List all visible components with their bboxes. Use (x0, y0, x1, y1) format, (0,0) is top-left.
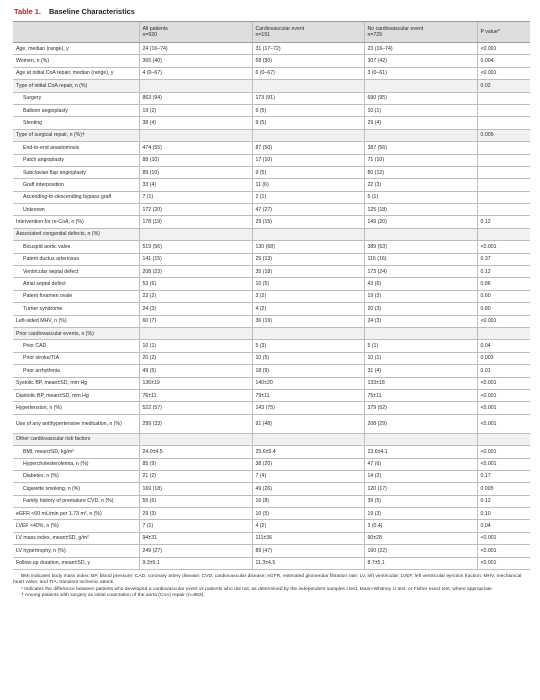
table-row (13, 216, 530, 228)
row-label: Patent foramen ovale (13, 290, 139, 302)
p-value-cell (477, 433, 530, 445)
table-row (13, 545, 530, 557)
row-label: Graft interposition (13, 179, 139, 191)
value-cell: 140±20 (252, 377, 364, 389)
table-row (13, 179, 530, 191)
p-value-cell: 0.005 (477, 483, 530, 495)
value-cell: 76±11 (139, 389, 252, 401)
value-cell: 23.6±4.1 (364, 446, 477, 458)
value-cell: 43 (6) (364, 278, 477, 290)
value-cell: 379 (52) (364, 402, 477, 414)
table-header (13, 22, 530, 43)
value-cell (364, 327, 477, 339)
table-row (13, 43, 530, 55)
value-cell: 39 (5) (364, 495, 477, 507)
value-cell: 9.3±5.1 (139, 557, 252, 569)
p-value-cell (477, 166, 530, 178)
p-value-cell (477, 204, 530, 216)
value-cell: 94±31 (139, 532, 252, 544)
row-label: Hypertension, n (%) (13, 402, 139, 414)
p-value-cell: <0.001 (477, 402, 530, 414)
p-value-cell: 0.004 (477, 55, 530, 67)
value-cell: 3 (2) (252, 290, 364, 302)
value-cell: 29 (4) (364, 117, 477, 129)
value-cell: 24 (3) (139, 303, 252, 315)
table-row (13, 483, 530, 495)
section-row (13, 80, 530, 92)
table-row (13, 154, 530, 166)
value-cell: 35 (18) (252, 266, 364, 278)
p-value-cell (477, 228, 530, 240)
value-cell: 10 (1) (139, 340, 252, 352)
p-value-cell: <0.001 (477, 67, 530, 79)
footnote: * Indicates the difference between patients who developed a cardiovascular event vs patients who did not, as determined by the independent samples t test, Mann-Whitney U test, or Fisher exact test, where appropriate. (21, 586, 494, 592)
value-cell: 16 (8) (252, 495, 364, 507)
p-value-cell: 0.005 (477, 129, 530, 141)
value-cell: 14 (2) (364, 470, 477, 482)
row-label: LV mass index, mean±SD, g/m² (13, 532, 139, 544)
value-cell: 133±18 (364, 377, 477, 389)
row-label: Prior stroke/TIA (13, 352, 139, 364)
value-cell: 8.7±5.1 (364, 557, 477, 569)
value-cell: 208 (23) (139, 266, 252, 278)
value-cell: 10 (1) (364, 352, 477, 364)
p-value-cell (477, 191, 530, 203)
table-row (13, 166, 530, 178)
value-cell: 387 (56) (364, 142, 477, 154)
value-cell: 2 (1) (252, 191, 364, 203)
value-cell: 21 (2) (139, 470, 252, 482)
table-row (13, 92, 530, 104)
value-cell (364, 228, 477, 240)
value-cell: 85 (9) (139, 458, 252, 470)
table-row (13, 266, 530, 278)
value-cell (139, 129, 252, 141)
value-cell: 31 (4) (364, 365, 477, 377)
value-cell: 38 (4) (139, 117, 252, 129)
section-row (13, 327, 530, 339)
table-body (13, 43, 530, 570)
table-row (13, 365, 530, 377)
table-row (13, 290, 530, 302)
p-value-cell: 0.80 (477, 303, 530, 315)
value-cell: 29 (15) (252, 216, 364, 228)
value-cell: 3 (0–61) (364, 67, 477, 79)
p-value-cell: <0.001 (477, 377, 530, 389)
value-cell: 18 (9) (252, 365, 364, 377)
baseline-characteristics-table (13, 21, 530, 570)
row-label: Ascending-to-descending bypass graft (13, 191, 139, 203)
value-cell: 3 (0.4) (364, 520, 477, 532)
row-label: Associated congenital defects, n (%) (13, 228, 139, 240)
p-value-cell: <0.001 (477, 43, 530, 55)
row-label: BMI, mean±SD, kg/m² (13, 446, 139, 458)
value-cell: 474 (55) (139, 142, 252, 154)
row-label: Bicuspid aortic valve (13, 241, 139, 253)
value-cell: 4 (2) (252, 303, 364, 315)
value-cell: 111±36 (252, 532, 364, 544)
row-label: Ventricular septal defect (13, 266, 139, 278)
row-label: Other cardiovascular risk factors (13, 433, 139, 445)
value-cell: 89 (10) (139, 166, 252, 178)
value-cell: 149 (20) (364, 216, 477, 228)
value-cell: 178 (19) (139, 216, 252, 228)
value-cell (252, 129, 364, 141)
abbreviations-footnote: BMI indicates body mass index; BP, blood pressure; CAD, coronary artery disease; CVD, cardiovascular disease; eGFR, estimated glomerular filtration rate; LV, left ventricular; LVEF, left ventricular ejection fraction; MHV, mechanical heart valve; and TIA, transient ischemic attack. (13, 574, 522, 586)
table-row (13, 142, 530, 154)
row-label: Cigarette smoking, n (%) (13, 483, 139, 495)
value-cell (139, 433, 252, 445)
table-row (13, 340, 530, 352)
value-cell: 90±28 (364, 532, 477, 544)
row-label: Age, median (range), y (13, 43, 139, 55)
p-value-cell: <0.001 (477, 241, 530, 253)
value-cell: 173 (24) (364, 266, 477, 278)
p-value-cell: 0.86 (477, 278, 530, 290)
header-cell-4: P value* (477, 22, 530, 43)
row-label: Patent ductus arteriosus (13, 253, 139, 265)
value-cell (364, 433, 477, 445)
value-cell: 24.0±4.5 (139, 446, 252, 458)
row-label: Stenting (13, 117, 139, 129)
value-cell: 7 (4) (252, 470, 364, 482)
table-row (13, 377, 530, 389)
p-value-cell (477, 327, 530, 339)
p-value-cell: <0.001 (477, 315, 530, 327)
value-cell: 6 (0–67) (252, 67, 364, 79)
p-value-cell: 0.17 (477, 470, 530, 482)
value-cell: 20 (3) (364, 303, 477, 315)
value-cell: 249 (27) (139, 545, 252, 557)
value-cell: 36 (19) (252, 315, 364, 327)
p-value-cell: 0.003 (477, 352, 530, 364)
header-cell-label (13, 22, 139, 43)
p-value-cell: <0.001 (477, 446, 530, 458)
value-cell (364, 129, 477, 141)
value-cell: 141 (15) (139, 253, 252, 265)
p-value-cell (477, 117, 530, 129)
header-row (13, 22, 530, 43)
value-cell: 17 (10) (252, 154, 364, 166)
p-value-cell: <0.001 (477, 545, 530, 557)
row-label: Atrial septal defect (13, 278, 139, 290)
table-row (13, 315, 530, 327)
row-label: Type of initial CoA repair, n (%) (13, 80, 139, 92)
row-label: Left-sided MHV, n (%) (13, 315, 139, 327)
value-cell (252, 433, 364, 445)
value-cell: 22 (2) (139, 290, 252, 302)
value-cell: 365 (40) (139, 55, 252, 67)
value-cell: 5 (3) (252, 340, 364, 352)
value-cell (252, 80, 364, 92)
row-label: Patch angioplasty (13, 154, 139, 166)
value-cell: 19 (2) (139, 104, 252, 116)
p-value-cell (477, 104, 530, 116)
table-row (13, 508, 530, 520)
row-label: Balloon angioplasty (13, 104, 139, 116)
value-cell (252, 327, 364, 339)
table-row (13, 352, 530, 364)
row-label: Intervention for re-CoA, n (%) (13, 216, 139, 228)
table-title (14, 7, 530, 17)
row-label: Prior arrhythmia (13, 365, 139, 377)
value-cell: 160 (22) (364, 545, 477, 557)
table-row (13, 520, 530, 532)
p-value-cell: <0.001 (477, 557, 530, 569)
p-value-cell: 0.12 (477, 266, 530, 278)
row-label: eGFR <60 mL/min per 1.73 m², n (%) (13, 508, 139, 520)
p-value-cell: 0.04 (477, 340, 530, 352)
row-label: Age at initial CoA repair, median (range), y (13, 67, 139, 79)
value-cell: 389 (53) (364, 241, 477, 253)
value-cell: 9 (5) (252, 117, 364, 129)
table-row (13, 204, 530, 216)
p-value-cell (477, 154, 530, 166)
p-value-cell: 0.02 (477, 80, 530, 92)
value-cell: 87 (50) (252, 142, 364, 154)
value-cell: 11 (6) (252, 179, 364, 191)
row-label: Surgery (13, 92, 139, 104)
row-label: Subclavian flap angioplasty (13, 166, 139, 178)
header-cell-2: Cardiovascular event n=191 (252, 22, 364, 43)
value-cell: 33 (4) (139, 179, 252, 191)
table-row (13, 532, 530, 544)
value-cell: 25 (13) (252, 253, 364, 265)
header-cell-3: No cardiovascular event n=729 (364, 22, 477, 43)
table-title-text: Baseline Characteristics (49, 7, 135, 16)
value-cell: 522 (57) (139, 402, 252, 414)
value-cell: 80 (12) (364, 166, 477, 178)
table-row (13, 458, 530, 470)
value-cell (139, 228, 252, 240)
table-row (13, 402, 530, 414)
value-cell: 307 (42) (364, 55, 477, 67)
value-cell: 9 (5) (252, 166, 364, 178)
value-cell: 55 (6) (139, 495, 252, 507)
section-row (13, 433, 530, 445)
row-label: LV hypertrophy, n (%) (13, 545, 139, 557)
table-row (13, 117, 530, 129)
p-value-cell: <0.001 (477, 532, 530, 544)
value-cell: 5 (1) (364, 340, 477, 352)
value-cell: 31 (17–72) (252, 43, 364, 55)
row-label: Diabetes, n (%) (13, 470, 139, 482)
table-row (13, 303, 530, 315)
value-cell: 208 (29) (364, 414, 477, 433)
value-cell: 11.3±4.5 (252, 557, 364, 569)
row-label: Turner syndrome (13, 303, 139, 315)
value-cell: 299 (33) (139, 414, 252, 433)
value-cell: 24 (16–74) (139, 43, 252, 55)
row-label: Family history of premature CVD, n (%) (13, 495, 139, 507)
table-row (13, 470, 530, 482)
table-number: Table 1. (14, 7, 41, 16)
table-row (13, 557, 530, 569)
value-cell: 89 (47) (252, 545, 364, 557)
table-row (13, 241, 530, 253)
row-label: Diastolic BP, mean±SD, mm Hg (13, 389, 139, 401)
value-cell: 19 (3) (364, 508, 477, 520)
value-cell: 71 (10) (364, 154, 477, 166)
p-value-cell: <0.001 (477, 458, 530, 470)
p-value-cell (477, 179, 530, 191)
value-cell: 143 (75) (252, 402, 364, 414)
row-label: Prior CAD (13, 340, 139, 352)
row-label: Type of surgical repair, n (%)† (13, 129, 139, 141)
section-row (13, 228, 530, 240)
value-cell: 49 (26) (252, 483, 364, 495)
row-label: End-to-end anastomosis (13, 142, 139, 154)
value-cell (139, 327, 252, 339)
p-value-cell (477, 92, 530, 104)
table-footnotes (13, 574, 530, 599)
p-value-cell: 0.01 (477, 365, 530, 377)
value-cell: 88 (10) (139, 154, 252, 166)
value-cell: 25.6±5.4 (252, 446, 364, 458)
p-value-cell: 0.37 (477, 253, 530, 265)
p-value-cell: 0.60 (477, 290, 530, 302)
row-label: Systolic BP, mean±SD, mm Hg (13, 377, 139, 389)
value-cell: 863 (94) (139, 92, 252, 104)
value-cell: 7 (1) (139, 520, 252, 532)
value-cell: 23 (16–74) (364, 43, 477, 55)
table-row (13, 278, 530, 290)
value-cell: 10 (5) (252, 508, 364, 520)
value-cell: 4 (0–67) (139, 67, 252, 79)
value-cell: 53 (6) (139, 278, 252, 290)
row-label: Prior cardiovascular events, n (%) (13, 327, 139, 339)
value-cell: 169 (18) (139, 483, 252, 495)
value-cell (364, 80, 477, 92)
value-cell: 130 (68) (252, 241, 364, 253)
p-value-cell: <0.001 (477, 414, 530, 433)
table-row (13, 495, 530, 507)
value-cell: 4 (2) (252, 520, 364, 532)
value-cell: 47 (6) (364, 458, 477, 470)
value-cell: 125 (18) (364, 204, 477, 216)
table-row (13, 389, 530, 401)
value-cell: 120 (17) (364, 483, 477, 495)
p-value-cell: 0.10 (477, 508, 530, 520)
row-label: Use of any antihypertensive medication, n (%) (13, 414, 139, 433)
section-row (13, 129, 530, 141)
table-row (13, 104, 530, 116)
p-value-cell: <0.001 (477, 389, 530, 401)
value-cell: 173 (91) (252, 92, 364, 104)
value-cell (252, 228, 364, 240)
value-cell: 136±19 (139, 377, 252, 389)
value-cell: 58 (30) (252, 55, 364, 67)
header-cell-1: All patients n=920 (139, 22, 252, 43)
table-row (13, 446, 530, 458)
value-cell: 519 (56) (139, 241, 252, 253)
value-cell: 79±11 (252, 389, 364, 401)
table-row (13, 67, 530, 79)
table-row (13, 191, 530, 203)
value-cell: 10 (5) (252, 278, 364, 290)
p-value-cell: 0.12 (477, 495, 530, 507)
footnote: † Among patients with surgery as initial coarctation of the aorta (CoA) repair (n=863). (21, 592, 205, 598)
value-cell: 60 (7) (139, 315, 252, 327)
row-label: Women, n (%) (13, 55, 139, 67)
value-cell: 116 (16) (364, 253, 477, 265)
row-label: LVEF <40%, n (%) (13, 520, 139, 532)
value-cell: 47 (27) (252, 204, 364, 216)
value-cell: 10 (1) (364, 104, 477, 116)
value-cell: 10 (5) (252, 352, 364, 364)
value-cell: 19 (3) (364, 290, 477, 302)
value-cell: 38 (20) (252, 458, 364, 470)
row-label: Hypercholesterolemia, n (%) (13, 458, 139, 470)
p-value-cell: 0.12 (477, 216, 530, 228)
value-cell (139, 80, 252, 92)
value-cell: 9 (5) (252, 104, 364, 116)
value-cell: 7 (1) (139, 191, 252, 203)
table-row (13, 55, 530, 67)
table-row (13, 414, 530, 433)
table-row (13, 253, 530, 265)
row-label: Follow-up duration, mean±SD, y (13, 557, 139, 569)
p-value-cell: 0.04 (477, 520, 530, 532)
value-cell: 29 (3) (139, 508, 252, 520)
value-cell: 24 (3) (364, 315, 477, 327)
value-cell: 75±11 (364, 389, 477, 401)
p-value-cell (477, 142, 530, 154)
value-cell: 91 (48) (252, 414, 364, 433)
value-cell: 20 (2) (139, 352, 252, 364)
value-cell: 172 (20) (139, 204, 252, 216)
value-cell: 49 (5) (139, 365, 252, 377)
row-label: Unknown (13, 204, 139, 216)
value-cell: 5 (1) (364, 191, 477, 203)
value-cell: 22 (3) (364, 179, 477, 191)
value-cell: 690 (95) (364, 92, 477, 104)
